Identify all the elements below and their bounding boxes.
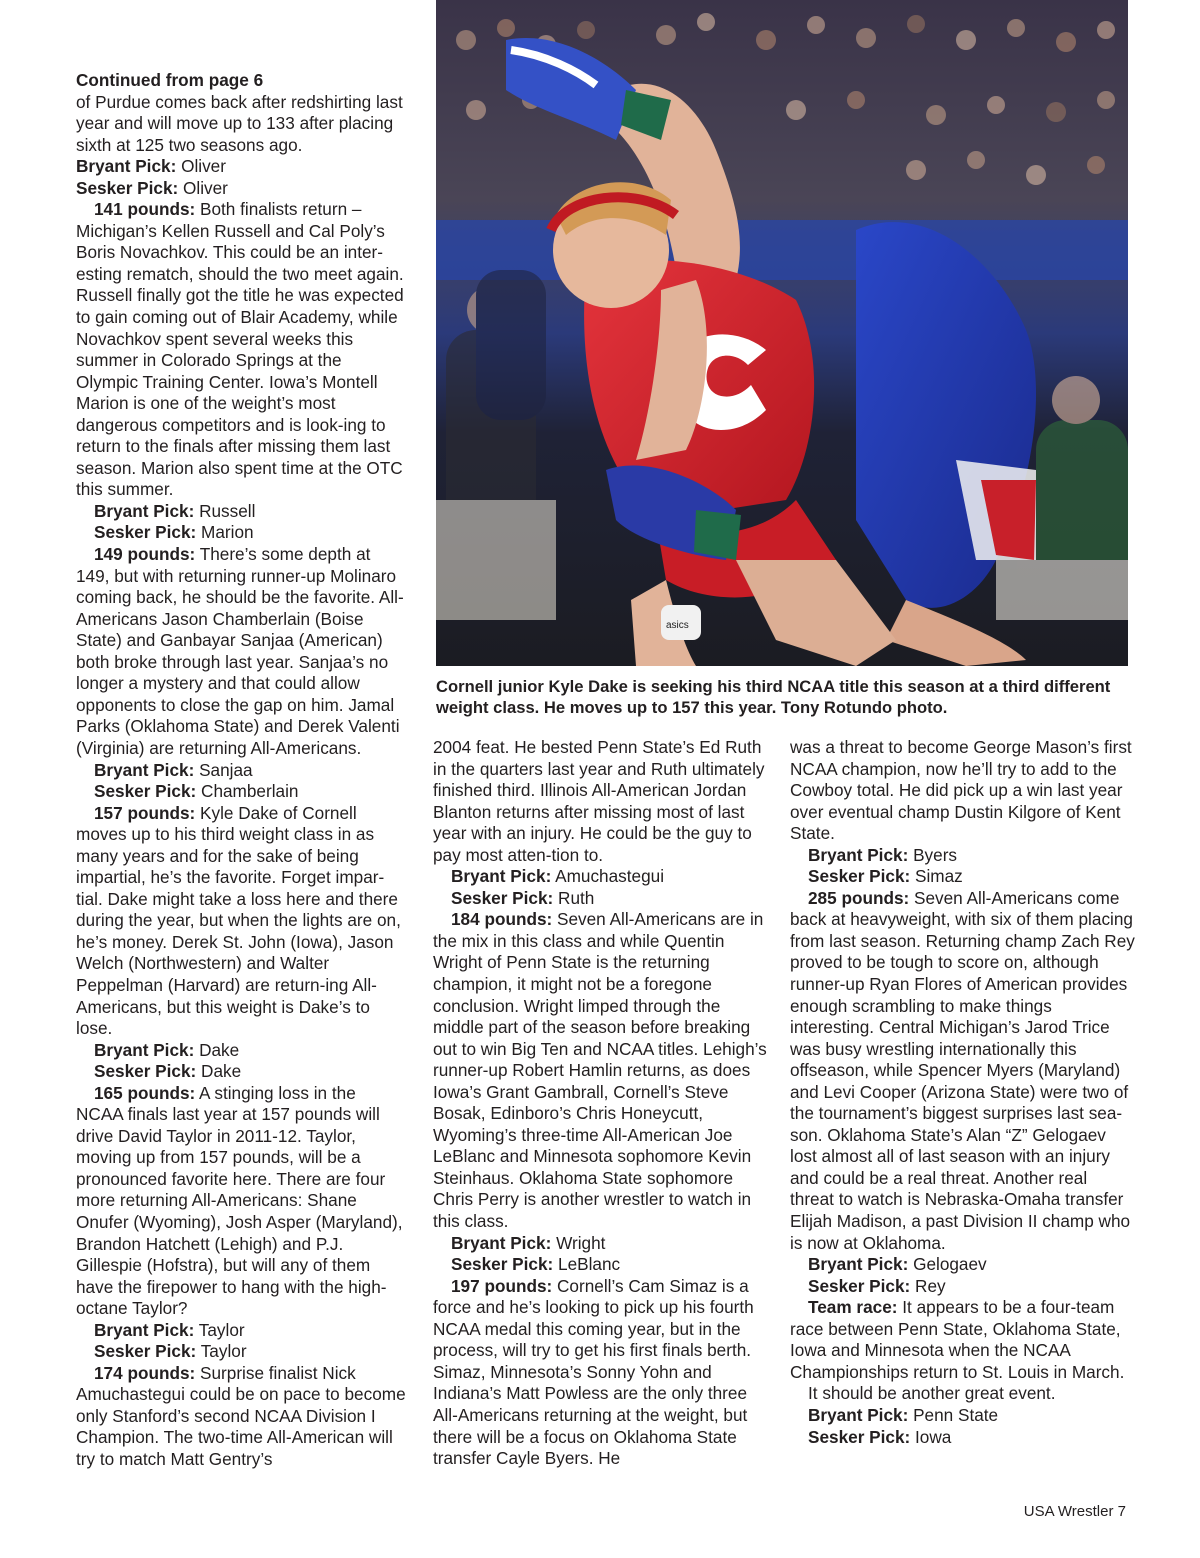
- paragraph-text: Kyle Dake of Cornell moves up to his third weight class in as many years and for the sake of being impartial, he’s the favorite. Forget impar-tial. Dake might take a loss here and there during the year, but when the lights are on, he’s money. Derek St. John (Iowa), Jason Welch (Northwestern) and Walter Peppelman (Harvard) are return-ing All-Americans, but this weight is Dake’s to lose.: [76, 802, 401, 1039]
- paragraph-lead: Bryant Pick:: [94, 1319, 195, 1340]
- paragraph-sesker-pick: [76, 781, 406, 803]
- photo-caption: Cornell junior Kyle Dake is seeking his third NCAA title this season at a third different weight class. He moves up to 157 this year. Tony Rotundo photo.: [436, 677, 1111, 717]
- paragraph-text: Gelogaev: [908, 1254, 987, 1275]
- paragraph-sesker-pick: [433, 1254, 773, 1276]
- paragraph-lead: Sesker Pick:: [94, 522, 197, 543]
- paragraph-lead: 149 pounds:: [94, 544, 196, 565]
- paragraph-285-pounds: [790, 888, 1135, 1254]
- paragraph-bryant-pick: [76, 760, 406, 782]
- paragraph-lead: Sesker Pick:: [451, 887, 554, 908]
- paragraph-lead: Bryant Pick:: [808, 1404, 909, 1425]
- paragraph-157-pounds: [76, 803, 406, 1040]
- paragraph-197-pounds: [433, 1276, 773, 1470]
- paragraph-text: Oliver: [178, 177, 228, 198]
- paragraph-lead: 157 pounds:: [94, 802, 196, 823]
- paragraph-text: Dake: [196, 1061, 242, 1082]
- paragraph-text: LeBlanc: [553, 1254, 621, 1275]
- paragraph-text: Sanjaa: [194, 759, 253, 780]
- paragraph-text: Seven All-Americans come back at heavyweight, with six of them placing from last season. Returning champ Zach Rey proved to be tough to score on, although runner-up Ryan Flores of American provides enough scrambling to make things interesting. Central Michigan’s Jarod Trice was busy wrestling internationally this offseason, while Spencer Myers (Maryland) and Levi Cooper (Arizona State) were two of the tournament’s biggest surprises last sea-son. Oklahoma State’s Alan “Z” Gelogaev lost almost all of last season with an injury and could be a real threat. Another real threat to watch is Nebraska-Omaha transfer Elijah Madison, a past Division II champ who is now at Oklahoma.: [790, 887, 1135, 1253]
- paragraph-team-race: [790, 1297, 1135, 1383]
- paragraph-text: Iowa: [910, 1426, 952, 1447]
- paragraph-text: Cornell’s Cam Simaz is a force and he’s looking to pick up his fourth NCAA medal this coming year, but in the process, will try to get his first finals berth. Simaz, Minnesota’s Sonny Yohn and Indiana’s Matt Powless are the only three All-Americans returning at the weight, but there will be a focus on Oklahoma State transfer Cayle Byers. He: [433, 1275, 754, 1469]
- paragraph-lead: 141 pounds:: [94, 199, 196, 220]
- paragraph-text: of Purdue comes back after redshirting last year and will move up to 133 after placing sixth at 125 two seasons ago.: [76, 91, 403, 155]
- paragraph-text: Byers: [908, 844, 958, 865]
- paragraph-lead: 197 pounds:: [451, 1275, 553, 1296]
- paragraph-lead: Team race:: [808, 1297, 898, 1318]
- paragraph: [76, 92, 406, 157]
- paragraph: [790, 737, 1135, 845]
- paragraph-text: Seven All-Americans are in the mix in this class and while Quentin Wright of Penn State is the returning champion, it might not be a foregone conclusion. Wright limped through the middle part of the season before breaking out to win Big Ten and NCAA titles. Lehigh’s runner-up Robert Hamlin returns, as does Iowa’s Grant Gambrall, Cornell’s Steve Bosak, Edinboro’s Chris Honeycutt, Wyoming’s three-time All-American Joe LeBlanc and Minnesota sophomore Kevin Steinhaus. Oklahoma State sophomore Chris Perry is another wrestler to watch in this class.: [433, 909, 767, 1232]
- shoe-brand-text: asics: [666, 620, 689, 631]
- article-column-2: [433, 737, 773, 1470]
- page-folio: USA Wrestler 7: [1023, 1503, 1126, 1520]
- paragraph-text: Chamberlain: [196, 781, 299, 802]
- article-column-3: [790, 737, 1135, 1448]
- paragraph-text: It should be another great event.: [808, 1383, 1056, 1404]
- paragraph-lead: Sesker Pick:: [808, 1275, 911, 1296]
- paragraph-text: It appears to be a four-team race between Penn State, Oklahoma State, Iowa and Minnesota when the NCAA Championships return to St. Louis in March.: [790, 1297, 1125, 1382]
- paragraph-sesker-pick: [76, 522, 406, 544]
- paragraph-text: Ruth: [553, 887, 595, 908]
- paragraph-text: 2004 feat. He bested Penn State’s Ed Ruth in the quarters last year and Ruth ultimately finished third. Illinois All-American Jordan Blanton returns after missing most of last year with an injury. He could be the guy to pay most atten-tion to.: [433, 737, 765, 865]
- paragraph-149-pounds: [76, 544, 406, 759]
- paragraph-bryant-pick: [76, 501, 406, 523]
- paragraph-text: Rey: [910, 1275, 946, 1296]
- paragraph-sesker-pick: [76, 178, 406, 200]
- paragraph-lead: Sesker Pick:: [808, 866, 911, 887]
- paragraph-text: Oliver: [176, 156, 226, 177]
- paragraph-sesker-pick: [790, 1276, 1135, 1298]
- paragraph-text: A stinging loss in the NCAA finals last year at 157 pounds will drive David Taylor in 2011-12. Taylor, moving up from 157 pounds, will be a pronounced favorite here. There are four more returning All-Americans: Shane Onufer (Wyoming), Josh Asper (Maryland), Brandon Hatchett (Lehigh) and P.J. Gillespie (Hofstra), but will any of them have the firepower to hang with the high-octane Taylor?: [76, 1082, 403, 1319]
- paragraph-lead: Bryant Pick:: [808, 844, 909, 865]
- paragraph-lead: Bryant Pick:: [94, 759, 195, 780]
- paragraph-text: Taylor: [196, 1341, 247, 1362]
- paragraph-bryant-pick: [433, 866, 773, 888]
- paragraph-174-pounds: [76, 1363, 406, 1471]
- paragraph-sesker-pick: [433, 888, 773, 910]
- paragraph-lead: 285 pounds:: [808, 887, 910, 908]
- paragraph-sesker-pick: [76, 1341, 406, 1363]
- paragraph-text: Dake: [194, 1039, 240, 1060]
- paragraph-text: Russell: [194, 500, 256, 521]
- paragraph-lead: Bryant Pick:: [94, 500, 195, 521]
- paragraph-lead: Bryant Pick:: [451, 1232, 552, 1253]
- paragraph-text: Surprise finalist Nick Amuchastegui could be on pace to become only Stanford’s second NCAA Division I Champion. The two-time All-American will try to match Matt Gentry’s: [76, 1362, 406, 1469]
- paragraph-lead: Bryant Pick:: [94, 1039, 195, 1060]
- paragraph-bryant-pick: [76, 1320, 406, 1342]
- paragraph-sesker-pick: [790, 1427, 1135, 1449]
- paragraph-141-pounds: [76, 199, 406, 501]
- paragraph-text: Penn State: [908, 1404, 999, 1425]
- paragraph: [433, 737, 773, 866]
- paragraph-lead: Bryant Pick:: [76, 156, 177, 177]
- paragraph-text: Simaz: [910, 866, 963, 887]
- paragraph-sesker-pick: [790, 866, 1135, 888]
- paragraph-lead: Bryant Pick:: [808, 1254, 909, 1275]
- paragraph-lead: Sesker Pick:: [94, 1061, 197, 1082]
- paragraph: [790, 1383, 1135, 1405]
- paragraph-text: Amuchastegui: [551, 866, 665, 887]
- paragraph-lead: 174 pounds:: [94, 1362, 196, 1383]
- paragraph-text: was a threat to become George Mason’s first NCAA champion, now he’ll try to add to the Cowboy total. He did pick up a win last year over eventual champ Dustin Kilgore of Kent State.: [790, 737, 1132, 844]
- paragraph-sesker-pick: [76, 1061, 406, 1083]
- paragraph-lead: Continued from page 6: [76, 70, 264, 90]
- paragraph-lead: Sesker Pick:: [451, 1254, 554, 1275]
- paragraph-165-pounds: [76, 1083, 406, 1320]
- wrestling-photo: [436, 0, 1128, 666]
- paragraph-lead: Bryant Pick:: [451, 866, 552, 887]
- paragraph-text: Marion: [196, 522, 254, 543]
- paragraph-bryant-pick: [76, 156, 406, 178]
- paragraph-text: Both finalists return – Michigan’s Kellen Russell and Cal Poly’s Boris Novachkov. This could be an inter-esting rematch, should the two meet again. Russell finally got the title he was expected to gain coming out of Blair Academy, while Novachkov spent several weeks this summer in Colorado Springs at the Olympic Training Center. Iowa’s Montell Marion is one of the weight’s most dangerous competitors and is look-ing to return to the finals after missing them last season. Marion also spent time at the OTC this summer.: [76, 199, 404, 500]
- paragraph-lead: 184 pounds:: [451, 909, 553, 930]
- paragraph-bryant-pick: [76, 1040, 406, 1062]
- paragraph-bryant-pick: [790, 1254, 1135, 1276]
- paragraph-lead: Sesker Pick:: [94, 1341, 197, 1362]
- paragraph-bryant-pick: [790, 845, 1135, 867]
- paragraph-text: Wright: [551, 1232, 606, 1253]
- paragraph-bryant-pick: [790, 1405, 1135, 1427]
- paragraph-lead: Sesker Pick:: [94, 781, 197, 802]
- paragraph-184-pounds: [433, 909, 773, 1232]
- paragraph-lead: 165 pounds:: [94, 1082, 196, 1103]
- paragraph-continued-from-page-6: [76, 70, 406, 92]
- paragraph-bryant-pick: [433, 1233, 773, 1255]
- paragraph-lead: Sesker Pick:: [808, 1426, 911, 1447]
- paragraph-text: There’s some depth at 149, but with returning runner-up Molinaro coming back, he should be the favorite. All-Americans Jason Chamberlain (Boise State) and Ganbayar Sanjaa (American) both broke through last year. Sanjaa’s no longer a mystery and that could allow opponents to close the gap on him. Jamal Parks (Oklahoma State) and Derek Valenti (Virginia) are returning All-Americans.: [76, 544, 404, 758]
- article-column-1: [76, 70, 406, 1471]
- paragraph-text: Taylor: [194, 1319, 245, 1340]
- paragraph-lead: Sesker Pick:: [76, 177, 179, 198]
